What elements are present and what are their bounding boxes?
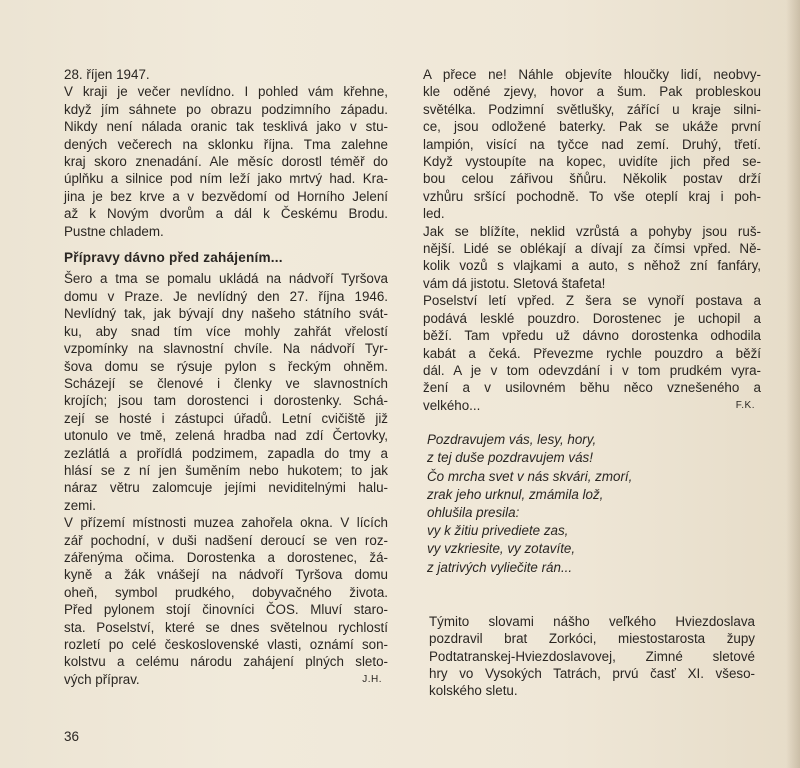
text-line: Před pylonem stojí činovníci ČOS. Mluví staro- [64,602,388,618]
text-line: Když vystoupíte na kopec, uvidíte jich před se- [423,154,761,170]
text-line: žení a v usilovném běhu něco vznešeného a [423,380,761,396]
poem-line: z jatrivých vyliečite rán... [427,559,573,575]
text-line: kraj skoro znenadání. Ale měsíc dorostl téměř do [64,154,388,170]
poem-line: Pozdravujem vás, lesy, hory, [427,432,597,448]
intro-paragraph [64,66,388,240]
poem-line: Čo mrcha svet v nás skvári, zmorí, [427,468,633,484]
poem-line: vy vzkriesite, vy zotavíte, [427,541,576,557]
text-line: Pustne chladem. [64,223,164,239]
text-line: kle oděné zjevy, hovor a šum. Pak probleskou [423,84,761,100]
text-line: když jím sáhnete po obrazu podzimního západu. [64,101,388,117]
text-line: Poselství letí vpřed. Z šera se vynoří postava a [423,293,761,309]
text-line: dál. A je v tom odevzdání i v tom prudkém vyra- [423,362,761,378]
text-line: A přece ne! Náhle objevíte hloučky lidí, neobvy- [423,67,761,82]
text-line: vzpomínky na slavnostní chvíle. Na nádvoří Tyr- [64,341,388,357]
text-line: vám dá jistotu. Sletová štafeta! [423,275,606,291]
section-heading: Přípravy dávno před zahájením... [64,250,283,266]
text-line: domu v Praze. Je nevlídný den 27. října 1946. [64,288,388,304]
poem-line: zrak jeho urknul, zmámila lož, [427,486,604,502]
poem-line: ohlušila presila: [427,504,520,520]
text-line: nější. Lidé se oblékají a dívají za čímsi vpřed. Ně- [423,241,761,257]
text-line: bou celou zářivou šňůru. Několik postav drží [423,171,761,187]
page-number: 36 [64,729,80,744]
text-line: podává lesklé pouzdro. Dorostenec je uchopil a [423,310,761,326]
closing-line-row [64,671,388,688]
closing-line-row [423,397,761,414]
text-line: běží. Tam vpředu už dávno dorostenka odhodila [423,328,761,344]
text-line: utonulo ve tmě, zelená hradba nad zdí Čertovky, [64,428,388,444]
text-line: zemi. [64,497,96,513]
right-column [423,66,761,700]
text-line: sta. Poselství, které se dnes světelnou rychlostí [64,619,388,635]
body-paragraph [64,270,388,688]
text-line: Scházejí se členové i členky ve slavnostních [64,375,388,391]
closing-paragraph [429,613,755,700]
text-line: kabát a čeká. Převezme rychle pouzdro a běží [423,345,761,361]
text-line: jina je bez krve a v bezvědomí od Horního Jelení [64,188,388,204]
text-line: hlásí se z ní jen šuměním nebo hukotem; to jak [64,462,388,478]
text-line: úplňku a silnice pod ním leží jako mrtvý had. Kra- [64,171,388,187]
text-line: Nikdy není nálada oranic tak tesklivá jako v stu- [64,119,388,135]
text-line: krojích; jsou tam dorostenci i dorostenky. Schá- [64,393,388,409]
text-line: až k Novým dvorům a dál k Českému Brodu. [64,206,388,222]
text-line: Podtatranskej-Hviezdoslavovej, Zimné sletové [429,648,755,664]
poem-line: z tej duše pozdravujem vás! [427,450,593,466]
text-line: zezlátlá a prořídlá podzimem, zapadla do tmy a [64,445,388,461]
text-line: náraz větru zalomcuje jejími neviditelnými halu- [64,480,388,496]
text-line: zářenýma očima. Dorostenka a dorostenec, žá- [64,549,388,565]
text-line: světélka. Podzimní světlušky, zářící u kraje silni- [423,101,761,117]
text-line: vzhůru sršící pochodně. To vše oteplí kraj i poh- [423,188,761,204]
text-line: lampión, visící na tyčce nad zemí. Druhý, třetí. [423,136,761,152]
text-line: Šero a tma se pomalu ukládá na nádvoří Tyršova [64,271,388,287]
text-line: velkého... [423,397,481,413]
text-line: pozdravil brat Zorkóci, miestostarosta župy [429,631,755,647]
text-line: dených večerech na sklonku října. Tma zalehne [64,136,388,152]
text-line: kolstvu a celému národu zahájení plných sleto- [64,654,388,670]
text-line: ku, aby snad tím více mohly zahřát vřelostí [64,323,388,339]
poem-line: vy k žitiu privediete zas, [427,523,569,539]
text-line: Nevlídný tak, jak bývají dny našeho státního svát- [64,306,388,322]
text-line: V přízemí místnosti muzea zahořela okna. V lících [64,515,388,531]
text-line: kolského sletu. [429,683,518,699]
text-line: oheň, symbol prudkého, dobyvačného života. [64,584,388,600]
body-paragraph [423,66,761,414]
text-line: Jak se blížíte, neklid vzrůstá a pohyby jsou ruš- [423,223,761,239]
text-line: vých příprav. [64,671,140,687]
text-line: kyně a žák vnášejí na nádvoří Tyršova domu [64,567,388,583]
poem-quote [427,431,761,577]
text-line: 28. říjen 1947. [64,67,150,82]
text-line: kolik vozů s vlajkami a auto, s něhož zní fanfáry, [423,258,761,274]
text-line: zejí se hosté i zástupci úřadů. Letní cvičiště již [64,410,388,426]
text-line: hry vo Vysokých Tatrách, prvú časť XI. všeso- [429,665,755,681]
text-line: Týmito slovami nášho veľkého Hviezdoslava [429,613,755,629]
left-column [64,66,388,688]
author-signature: F.K. [735,399,755,411]
author-signature: J.H. [362,673,382,685]
text-line: rozletí po celé československé vlasti, oznámí son- [64,637,388,652]
page-spine-shadow [786,0,800,768]
text-line: led. [423,206,445,222]
text-line: zář pochodní, v duši nadšení deroucí se ven roz- [64,532,388,548]
text-line: V kraji je večer nevlídno. I pohled vám křehne, [64,84,388,100]
text-line: šova domu se rýsuje pylon s řeckým ohněm. [64,358,388,374]
text-line: ce, jsou odložené baterky. Pak se ukáže první [423,119,761,135]
